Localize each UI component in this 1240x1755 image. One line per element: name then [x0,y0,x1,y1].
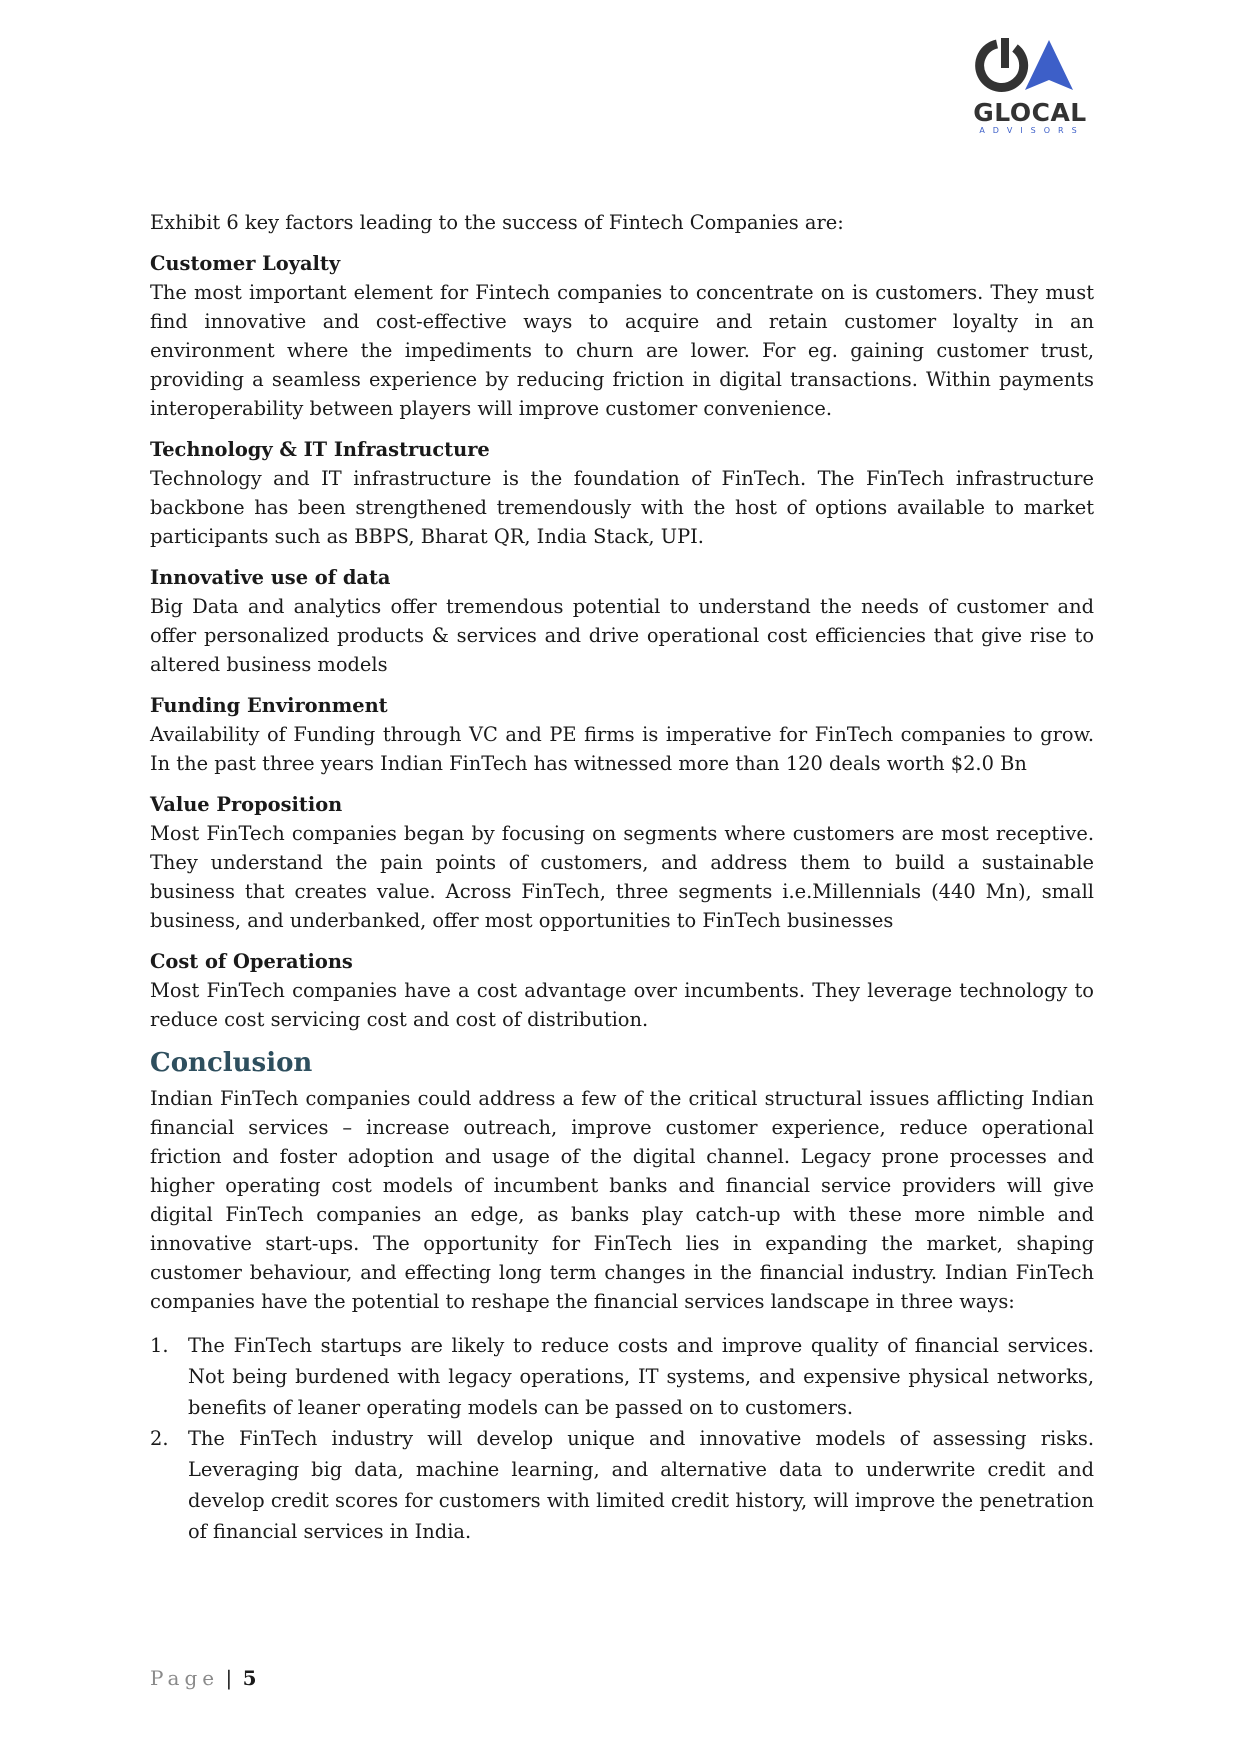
list-number: 1. [150,1334,169,1357]
conclusion-paragraph: Indian FinTech companies could address a few of the critical structural issues afflicting Indian financial services – increase outreach, improve customer experience, reduce operational friction and foster adoption and usage of the digital channel. Legacy prone processes and higher operating cost models of incumbent banks and financial service providers will give digital FinTech companies an edge, as banks play catch-up with these more nimble and innovative start-ups. The opportunity for FinTech lies in expanding the market, shaping customer behaviour, and effecting long term changes in the financial industry. Indian FinTech companies have the potential to reshape the financial services landscape in three ways: [150,1087,1094,1313]
footer-separator: | [225,1666,233,1690]
factor-value-proposition [150,790,1094,935]
factor-funding [150,691,1094,778]
factor-text: Most FinTech companies began by focusing on segments where customers are most receptive. They understand the pain points of customers, and address them to build a sustainable business that creates value. Across FinTech, three segments i.e.Millennials (440 Mn), small business, and underbanked, offer most opportunities to FinTech businesses [150,822,1094,932]
logo-subtitle: ADVISORS [979,126,1085,135]
factor-title: Innovative use of data [150,566,391,589]
factor-title: Cost of Operations [150,950,353,973]
factor-title: Technology & IT Infrastructure [150,438,490,461]
list-number: 2. [150,1427,169,1450]
list-item [150,1423,1094,1547]
page-number: 5 [242,1666,257,1690]
list-item [150,1330,1094,1423]
factor-cost-of-operations [150,947,1094,1034]
factor-title: Funding Environment [150,694,388,717]
factor-text: Most FinTech companies have a cost advantage over incumbents. They leverage technology to reduce cost servicing cost and cost of distribution. [150,979,1094,1031]
factor-customer-loyalty [150,249,1094,423]
factor-title: Value Proposition [150,793,343,816]
conclusion-list [150,1330,1094,1547]
conclusion-heading: Conclusion [150,1048,313,1078]
list-text: The FinTech industry will develop unique and innovative models of assessing risks. Leveraging big data, machine learning, and alternative data to underwrite credit and develop credit scores for customers with limited credit history, will improve the penetration of financial services in India. [188,1427,1094,1543]
glocal-logo-icon [975,38,1085,98]
factor-text: Big Data and analytics offer tremendous potential to understand the needs of customer and offer personalized products & services and drive operational cost efficiencies that give rise to altered business models [150,595,1094,676]
factor-text: Availability of Funding through VC and PE firms is imperative for FinTech companies to grow. In the past three years Indian FinTech has witnessed more than 120 deals worth $2.0 Bn [150,723,1094,775]
intro-text: Exhibit 6 key factors leading to the success of Fintech Companies are: [150,211,844,234]
list-text: The FinTech startups are likely to reduce costs and improve quality of financial services. Not being burdened with legacy operations, IT systems, and expensive physical networks, benefits of leaner operating models can be passed on to customers. [188,1334,1094,1419]
factor-text: Technology and IT infrastructure is the foundation of FinTech. The FinTech infrastructure backbone has been strengthened tremendously with the host of options available to market participants such as BBPS, Bharat QR, India Stack, UPI. [150,467,1094,548]
factor-text: The most important element for Fintech companies to concentrate on is customers. They must find innovative and cost-effective ways to acquire and retain customer loyalty in an environment where the impediments to churn are lower. For eg. gaining customer trust, providing a seamless experience by reducing friction in digital transactions. Within payments interoperability between players will improve customer convenience. [150,281,1094,420]
company-logo [970,38,1100,138]
factor-technology [150,435,1094,551]
page-label: Page [150,1666,220,1690]
factor-data [150,563,1094,679]
document-body [150,208,1094,1547]
factor-title: Customer Loyalty [150,252,341,275]
logo-name: GLOCAL [973,98,1087,127]
page-footer [150,1666,257,1690]
